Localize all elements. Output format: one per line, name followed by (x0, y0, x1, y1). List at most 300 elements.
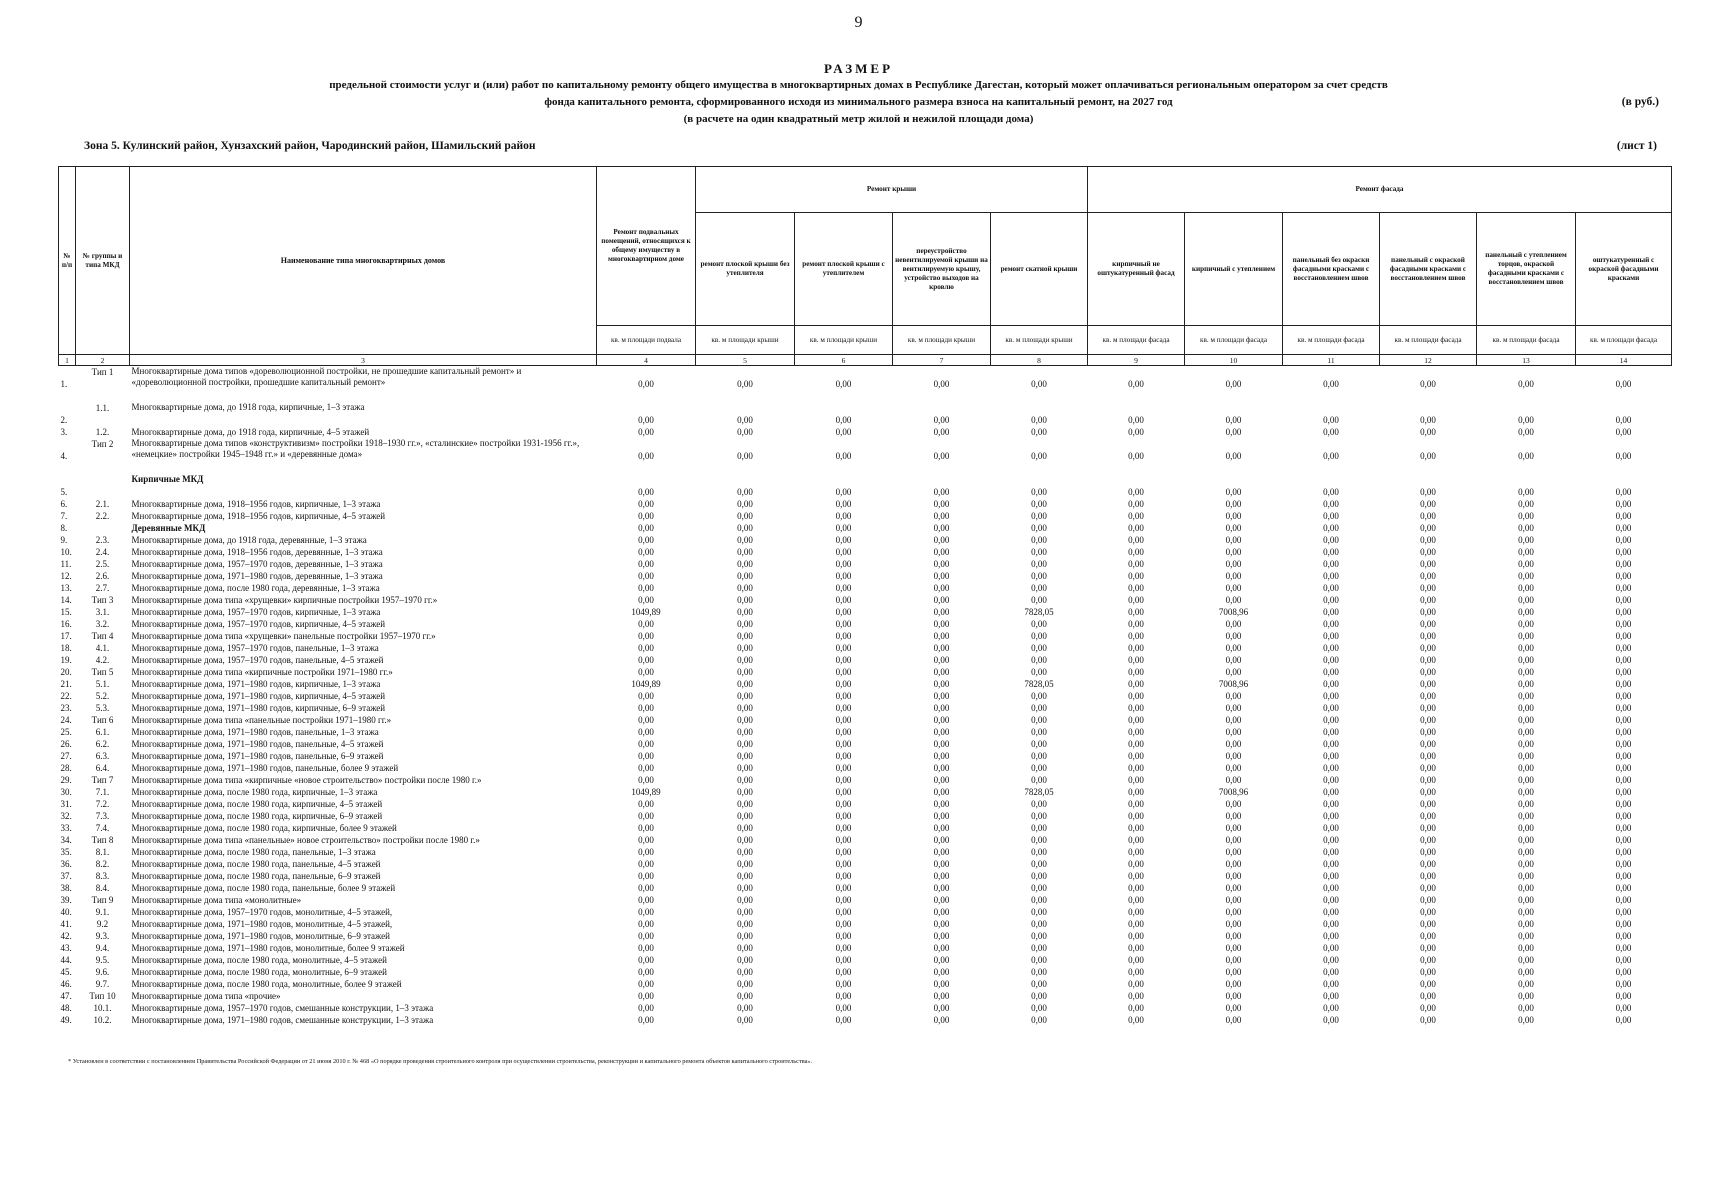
subtitle-line-1: предельной стоимости услуг и (или) работ по капитальному ремонту общего имущества в многоквартирных домах в Республике Дагестан, который может оплачиваться региональным оператором за счет средств (329, 79, 1388, 91)
table-row (59, 438, 1672, 474)
row-value: 0,00 (638, 547, 654, 557)
row-value: 0,00 (1518, 583, 1534, 593)
row-value: 0,00 (1323, 751, 1339, 761)
row-value: 0,00 (835, 859, 852, 869)
row-group: 2.1. (95, 499, 110, 509)
row-value: 0,00 (1128, 919, 1144, 929)
column-number: 2 (76, 355, 130, 366)
row-value: 0,00 (1323, 919, 1339, 929)
row-value: 0,00 (737, 595, 753, 605)
row-value: 0,00 (1323, 1015, 1339, 1025)
row-group: 8.2. (95, 859, 110, 869)
header-facade-col: панельный без окраски фасадными красками с восстановлением швов (1283, 213, 1380, 326)
row-value: 0,00 (1323, 535, 1339, 545)
row-number: 48. (60, 1003, 72, 1013)
row-value: 0,00 (1031, 523, 1047, 533)
unit-header: кв. м площади крыши (991, 326, 1088, 355)
row-value: 0,00 (1518, 919, 1534, 929)
row-name: Многоквартирные дома, после 1980 года, кирпичные, 6–9 этажей (131, 811, 383, 821)
row-group: 9.6. (95, 967, 110, 977)
table-row (59, 930, 1672, 942)
row-value: 0,00 (933, 835, 950, 845)
row-value: 0,00 (933, 847, 950, 857)
row-value: 0,00 (933, 595, 950, 605)
row-name: Многоквартирные дома, 1971–1980 годов, панельные, более 9 этажей (131, 763, 399, 773)
row-value: 0,00 (1225, 775, 1242, 785)
header-facade-group: Ремонт фасада (1088, 167, 1672, 213)
header-roof-group: Ремонт крыши (696, 167, 1088, 213)
unit-header: кв. м площади крыши (795, 326, 893, 355)
header-facade-col: оштукатуренный с окраской фасадными красками (1576, 213, 1672, 326)
row-value: 0,00 (1420, 703, 1436, 713)
row-value: 0,00 (638, 487, 654, 497)
row-value: 0,00 (933, 955, 950, 965)
row-number: 28. (60, 763, 72, 773)
row-name: Многоквартирные дома, 1971–1980 годов, деревянные, 1–3 этажа (131, 571, 383, 581)
row-value: 0,00 (835, 691, 852, 701)
row-value: 0,00 (1615, 871, 1632, 881)
row-value: 0,00 (737, 535, 753, 545)
row-value: 0,00 (933, 763, 950, 773)
header-name: Наименование типа многоквартирных домов (130, 167, 597, 355)
row-value: 0,00 (1031, 991, 1047, 1001)
row-value: 0,00 (1615, 943, 1632, 953)
row-value: 0,00 (1323, 739, 1339, 749)
row-value: 0,00 (638, 859, 654, 869)
row-value: 0,00 (1615, 631, 1632, 641)
row-value: 0,00 (1225, 727, 1242, 737)
row-value: 0,00 (1615, 727, 1632, 737)
row-value: 0,00 (1420, 679, 1436, 689)
row-number: 26. (60, 739, 72, 749)
row-value: 0,00 (1031, 715, 1047, 725)
row-value: 0,00 (933, 727, 950, 737)
row-value: 0,00 (1420, 547, 1436, 557)
row-value: 0,00 (933, 415, 950, 425)
row-group: 2.2. (95, 511, 110, 521)
table-row (59, 402, 1672, 426)
row-value: 0,00 (1128, 847, 1144, 857)
row-value: 0,00 (1225, 1015, 1242, 1025)
row-name: Многоквартирные дома, 1971–1980 годов, кирпичные, 4–5 этажей (131, 691, 386, 701)
row-value: 0,00 (1225, 655, 1242, 665)
row-value: 0,00 (933, 559, 950, 569)
table-row (59, 534, 1672, 546)
row-value: 0,00 (1615, 1015, 1632, 1025)
row-value: 0,00 (835, 511, 852, 521)
row-name: Многоквартирные дома, 1971–1980 годов, панельные, 1–3 этажа (131, 727, 379, 737)
row-value: 0,00 (835, 619, 852, 629)
row-value: 0,00 (1031, 823, 1047, 833)
row-value: 0,00 (1031, 691, 1047, 701)
row-value: 0,00 (1615, 607, 1632, 617)
row-value: 0,00 (1518, 859, 1534, 869)
row-value: 0,00 (1615, 895, 1632, 905)
row-value: 0,00 (737, 667, 753, 677)
row-value: 0,00 (1518, 571, 1534, 581)
row-group: 7.4. (95, 823, 110, 833)
row-value: 0,00 (1128, 763, 1144, 773)
row-value: 0,00 (835, 1015, 852, 1025)
row-value: 0,00 (1031, 655, 1047, 665)
row-value: 0,00 (1615, 763, 1632, 773)
row-value: 0,00 (1031, 871, 1047, 881)
row-value: 0,00 (1420, 775, 1436, 785)
row-value: 0,00 (638, 991, 654, 1001)
row-group: Тип 4 (91, 631, 114, 641)
row-value: 0,00 (1518, 895, 1534, 905)
row-number: 20. (60, 667, 72, 677)
row-value: 0,00 (1031, 859, 1047, 869)
row-value: 0,00 (1615, 511, 1632, 521)
row-name: Многоквартирные дома, 1957–1970 годов, кирпичные, 4–5 этажей (131, 619, 386, 629)
row-value: 0,00 (835, 415, 852, 425)
row-number: 17. (60, 631, 72, 641)
row-number: 44. (60, 955, 72, 965)
row-name: Многоквартирные дома, 1957–1970 годов, панельные, 1–3 этажа (131, 643, 379, 653)
row-value: 0,00 (1420, 415, 1436, 425)
row-value: 0,00 (835, 427, 852, 437)
row-name: Многоквартирные дома типа «кирпичные «новое строительство» постройки после 1980 г.» (131, 775, 482, 785)
row-value: 0,00 (1225, 811, 1242, 821)
row-value: 0,00 (1031, 595, 1047, 605)
row-value: 0,00 (1128, 667, 1144, 677)
row-value: 0,00 (638, 967, 654, 977)
row-name: Многоквартирные дома, 1957–1970 годов, деревянные, 1–3 этажа (131, 559, 383, 569)
row-group: Тип 10 (89, 991, 116, 1001)
row-value: 0,00 (1128, 415, 1144, 425)
row-value: 0,00 (1031, 955, 1047, 965)
row-value: 0,00 (1225, 991, 1242, 1001)
row-value: 0,00 (835, 871, 852, 881)
row-value: 0,00 (737, 523, 753, 533)
row-value: 0,00 (638, 523, 654, 533)
row-value: 0,00 (1420, 535, 1436, 545)
row-name: Кирпичные МКД (131, 474, 204, 484)
row-value: 0,00 (835, 727, 852, 737)
row-value: 0,00 (1420, 847, 1436, 857)
row-group: 5.3. (95, 703, 110, 713)
row-name: Многоквартирные дома, до 1918 года, кирпичные, 4–5 этажей (131, 427, 370, 437)
row-value: 0,00 (933, 775, 950, 785)
row-value: 0,00 (1128, 595, 1144, 605)
row-value: 0,00 (638, 451, 654, 461)
row-value: 0,00 (1031, 703, 1047, 713)
row-number: 10. (60, 547, 72, 557)
row-value: 0,00 (1225, 499, 1242, 509)
row-value: 0,00 (1031, 415, 1047, 425)
row-value: 0,00 (1323, 967, 1339, 977)
row-value: 0,00 (835, 715, 852, 725)
row-value: 0,00 (1615, 523, 1632, 533)
page-number: 9 (854, 14, 863, 31)
row-value: 0,00 (1225, 511, 1242, 521)
row-value: 0,00 (1128, 823, 1144, 833)
row-value: 0,00 (1128, 727, 1144, 737)
row-value: 0,00 (1225, 871, 1242, 881)
table-row (59, 738, 1672, 750)
row-group: Тип 1 (91, 367, 114, 377)
row-value: 0,00 (933, 691, 950, 701)
row-value: 0,00 (737, 907, 753, 917)
row-value: 0,00 (1420, 883, 1436, 893)
row-value: 0,00 (1323, 895, 1339, 905)
row-value: 0,00 (1031, 451, 1047, 461)
row-value: 0,00 (638, 955, 654, 965)
row-value: 0,00 (737, 883, 753, 893)
row-number: 37. (60, 871, 72, 881)
row-value: 0,00 (1518, 1015, 1534, 1025)
row-value: 0,00 (1225, 703, 1242, 713)
row-group: Тип 5 (91, 667, 114, 677)
row-value: 0,00 (1031, 535, 1047, 545)
row-value: 0,00 (1031, 643, 1047, 653)
row-value: 0,00 (1615, 595, 1632, 605)
row-value: 0,00 (1031, 979, 1047, 989)
row-value: 0,00 (933, 679, 950, 689)
row-value: 0,00 (737, 1003, 753, 1013)
row-value: 0,00 (1615, 811, 1632, 821)
row-value: 0,00 (1420, 751, 1436, 761)
row-value: 0,00 (1420, 991, 1436, 1001)
table-row (59, 762, 1672, 774)
row-value: 0,00 (1323, 559, 1339, 569)
row-name: Многоквартирные дома, 1957–1970 годов, панельные, 4–5 этажей (131, 655, 384, 665)
row-value: 0,00 (1225, 907, 1242, 917)
row-value: 0,00 (1518, 739, 1534, 749)
row-name: Многоквартирные дома, после 1980 года, кирпичные, более 9 этажей (131, 823, 397, 833)
row-group: 3.2. (95, 619, 110, 629)
column-number: 3 (130, 355, 597, 366)
table-row (59, 1002, 1672, 1014)
row-value: 0,00 (835, 775, 852, 785)
row-number: 16. (60, 619, 72, 629)
row-value: 0,00 (737, 847, 753, 857)
row-name: Многоквартирные дома типов «конструктивизм» постройки 1918–1930 гг.», «сталинские» постройки 1931-1956 гг.», «немецкие» постройки 1945–1948 гг.» и «деревянные дома» (131, 438, 580, 459)
document-title: РАЗМЕР (823, 61, 894, 76)
row-value: 0,00 (1615, 919, 1632, 929)
row-value: 0,00 (1615, 583, 1632, 593)
row-value: 0,00 (835, 919, 852, 929)
row-value: 0,00 (1615, 799, 1632, 809)
row-value: 0,00 (1323, 835, 1339, 845)
row-value: 0,00 (638, 835, 654, 845)
row-value: 0,00 (1128, 523, 1144, 533)
row-group: 2.5. (95, 559, 110, 569)
row-value: 0,00 (1323, 991, 1339, 1001)
row-value: 1049,89 (631, 607, 661, 617)
row-value: 0,00 (1031, 487, 1047, 497)
header-roof-col: ремонт плоской крыши без утеплителя (696, 213, 795, 326)
row-value: 0,00 (737, 619, 753, 629)
row-value: 0,00 (638, 811, 654, 821)
row-value: 0,00 (1518, 499, 1534, 509)
row-value: 0,00 (638, 499, 654, 509)
row-value: 0,00 (1031, 751, 1047, 761)
row-value: 0,00 (1128, 955, 1144, 965)
row-number: 8. (60, 523, 68, 533)
table-row (59, 750, 1672, 762)
table-row (59, 858, 1672, 870)
sheet-label: (лист 1) (1616, 140, 1657, 152)
row-value: 0,00 (835, 631, 852, 641)
row-value: 0,00 (1128, 979, 1144, 989)
table-row (59, 474, 1672, 498)
row-value: 0,00 (1420, 811, 1436, 821)
row-number: 41. (60, 919, 72, 929)
row-number: 18. (60, 643, 72, 653)
row-value: 0,00 (1031, 967, 1047, 977)
row-value: 7008,96 (1218, 679, 1249, 689)
table-row (59, 510, 1672, 522)
row-value: 0,00 (1323, 799, 1339, 809)
row-name: Многоквартирные дома, после 1980 года, панельные, более 9 этажей (131, 883, 396, 893)
row-value: 0,00 (737, 679, 753, 689)
row-value: 0,00 (1323, 943, 1339, 953)
row-name: Деревянные МКД (131, 523, 206, 533)
row-name: Многоквартирные дома, 1957–1970 годов, смешанные конструкции, 1–3 этажа (131, 1003, 434, 1013)
table-row (59, 942, 1672, 954)
row-value: 0,00 (1518, 787, 1534, 797)
row-value: 0,00 (1615, 379, 1632, 389)
row-value: 0,00 (1323, 655, 1339, 665)
row-value: 0,00 (638, 643, 654, 653)
row-value: 0,00 (1031, 763, 1047, 773)
row-value: 0,00 (933, 523, 950, 533)
row-value: 0,00 (1615, 703, 1632, 713)
row-name: Многоквартирные дома типа «панельные постройки 1971–1980 гг.» (131, 715, 392, 725)
row-value: 0,00 (933, 379, 950, 389)
row-value: 0,00 (638, 979, 654, 989)
row-value: 0,00 (737, 499, 753, 509)
header-facade-col: панельный с окраской фасадными красками с восстановлением швов (1380, 213, 1477, 326)
row-name: Многоквартирные дома, 1971–1980 годов, панельные, 6–9 этажей (131, 751, 384, 761)
row-number: 29. (60, 775, 72, 785)
row-group (76, 474, 130, 498)
row-group: 2.7. (95, 583, 110, 593)
table-row (59, 798, 1672, 810)
row-name: Многоквартирные дома, 1957–1970 годов, кирпичные, 1–3 этажа (131, 607, 381, 617)
row-value: 0,00 (638, 907, 654, 917)
row-value: 0,00 (1420, 595, 1436, 605)
row-value: 0,00 (1518, 487, 1534, 497)
table-row (59, 678, 1672, 690)
table-row (59, 786, 1672, 798)
row-name: Многоквартирные дома, 1971–1980 годов, монолитные, 4–5 этажей, (131, 919, 393, 929)
row-value: 0,00 (1128, 655, 1144, 665)
row-name: Многоквартирные дома, после 1980 года, монолитные, 4–5 этажей (131, 955, 387, 965)
row-name: Многоквартирные дома, 1971–1980 годов, монолитные, 6–9 этажей (131, 931, 390, 941)
row-group: 5.2. (95, 691, 110, 701)
table-row (59, 894, 1672, 906)
row-value: 0,00 (1031, 931, 1047, 941)
row-number: 39. (60, 895, 72, 905)
row-value: 0,00 (1128, 991, 1144, 1001)
row-value: 0,00 (933, 607, 950, 617)
row-value: 0,00 (1615, 619, 1632, 629)
row-value: 0,00 (1031, 427, 1047, 437)
row-value: 0,00 (1225, 547, 1242, 557)
row-value: 0,00 (1323, 931, 1339, 941)
table-row (59, 426, 1672, 438)
row-value: 0,00 (1518, 379, 1534, 389)
row-value: 0,00 (933, 919, 950, 929)
row-value: 0,00 (638, 823, 654, 833)
row-group: 9.2 (96, 919, 109, 929)
unit-header: кв. м площади фасада (1477, 326, 1576, 355)
row-value: 0,00 (1518, 751, 1534, 761)
column-number: 14 (1576, 355, 1672, 366)
row-value: 0,00 (1128, 1015, 1144, 1025)
column-number: 1 (59, 355, 76, 366)
row-value: 0,00 (1323, 883, 1339, 893)
row-value: 0,00 (835, 583, 852, 593)
unit-header: кв. м площади фасада (1283, 326, 1380, 355)
row-number: 9. (60, 535, 68, 545)
row-value: 0,00 (1323, 847, 1339, 857)
row-value: 0,00 (1518, 547, 1534, 557)
row-value: 0,00 (1323, 859, 1339, 869)
row-value: 0,00 (1031, 499, 1047, 509)
row-name: Многоквартирные дома типа «прочие» (131, 991, 281, 1001)
row-value: 0,00 (1615, 883, 1632, 893)
row-value: 0,00 (835, 907, 852, 917)
row-value: 0,00 (835, 655, 852, 665)
row-value: 0,00 (835, 643, 852, 653)
row-value: 0,00 (835, 451, 852, 461)
row-value: 0,00 (638, 799, 654, 809)
row-value: 0,00 (1225, 967, 1242, 977)
row-group: Тип 3 (91, 595, 114, 605)
row-value: 0,00 (1420, 643, 1436, 653)
row-value: 0,00 (1420, 835, 1436, 845)
table-row (59, 570, 1672, 582)
row-value: 0,00 (1225, 595, 1242, 605)
table-row (59, 870, 1672, 882)
row-value: 0,00 (1128, 547, 1144, 557)
row-value: 0,00 (1518, 991, 1534, 1001)
row-group: Тип 9 (91, 895, 114, 905)
row-value: 0,00 (1323, 511, 1339, 521)
row-value: 0,00 (1323, 871, 1339, 881)
footnote: * Установлен в соответствии с постановлением Правительства Российской Федерации от 21 июня 2010 г. № 468 «О порядке проведения строительного контроля при осуществлении строительства, реконструкции и капитального ремонта объектов капитального строительства». (68, 1058, 813, 1065)
row-value: 0,00 (1420, 499, 1436, 509)
row-value: 0,00 (933, 547, 950, 557)
row-value: 0,00 (835, 667, 852, 677)
row-value: 0,00 (1615, 847, 1632, 857)
row-value: 0,00 (1420, 379, 1436, 389)
row-value: 0,00 (1128, 511, 1144, 521)
row-value: 0,00 (737, 979, 753, 989)
row-value: 0,00 (638, 427, 654, 437)
row-value: 0,00 (1128, 499, 1144, 509)
row-value: 0,00 (737, 451, 753, 461)
row-value: 0,00 (1031, 907, 1047, 917)
row-value: 0,00 (1518, 535, 1534, 545)
row-value: 0,00 (933, 787, 950, 797)
row-value: 0,00 (1225, 415, 1242, 425)
row-value: 0,00 (1615, 667, 1632, 677)
table-row (59, 594, 1672, 606)
row-value: 0,00 (1518, 955, 1534, 965)
row-value: 0,00 (737, 643, 753, 653)
row-value: 0,00 (1323, 547, 1339, 557)
row-value: 0,00 (638, 415, 654, 425)
row-value: 0,00 (1615, 499, 1632, 509)
table-row (59, 834, 1672, 846)
row-value: 0,00 (1615, 487, 1632, 497)
row-value: 0,00 (1323, 787, 1339, 797)
